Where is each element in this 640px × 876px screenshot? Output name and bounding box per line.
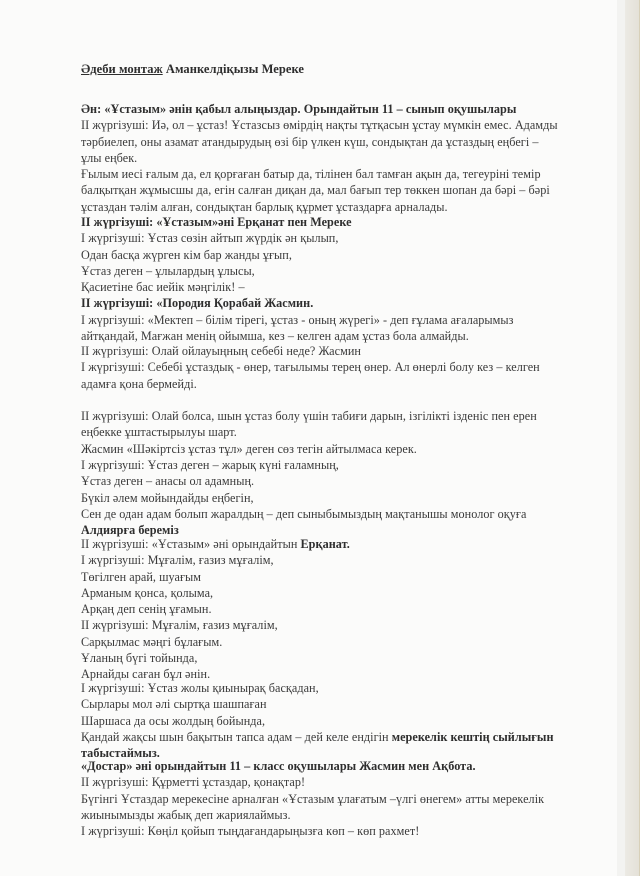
section-6 (81, 536, 350, 683)
text-line: Ғылым иесі ғалым да, ел қорғаған батыр да, тілінен бал тамған ақын да, тегеуріні темір (81, 167, 541, 182)
section-1-heading: Ән: «Ұстазым» әнін қабыл алыңыздар. Орындайтын 11 – сынып оқушылары (81, 102, 517, 116)
section-8 (81, 758, 544, 839)
text-line: ІІ жүргізуші: Олай болса, шын ұстаз болу үшін табиғи дарын, ізгілікті ізденіс пен ерен (81, 409, 537, 423)
poem-line: Шаршаса да осы жолдың бойында, (81, 713, 266, 728)
text-line: адамға қона бермейді. (81, 376, 197, 391)
poem-line: Ұстаз деген – ұлылардың ұлысы, (81, 263, 255, 278)
text-line: Бүгінгі Ұстаздар мерекесіне арналған «Ұстазым ұлағатым –үлгі өнегем» атты мерекелік (81, 791, 545, 806)
intro-plain: ІІ жүргізуші: «Ұстазым» әні орындайтын (81, 537, 301, 551)
poem-line: Арнайды саған бұл әнін. (81, 667, 211, 682)
poem-line: Төгілген арай, шуағым (81, 569, 202, 584)
text-line: жиынымызды жабық деп жариялаймыз. (81, 807, 291, 822)
scan-page-edge (617, 0, 640, 876)
intro-bold: Ерқанат. (300, 537, 350, 551)
text-line: еңбекке ұштастырылуы шарт. (81, 425, 237, 440)
poem-line: ІІ жүргізуші: Мұғалім, ғазиз мұғалім, (81, 618, 278, 633)
poem-line: І жүргізуші: Ұстаз деген – жарық күні ғаламның, (81, 458, 339, 472)
mixed-plain: Қандай жақсы шын бақытын тапса адам – дей келе ендігін (81, 729, 392, 744)
text-line: ІІ жүргізуші: Иә, ол – ұстаз! Ұстазсыз өмірдің нақты тұтқасын ұстау мүмкін емес. Адамды (81, 118, 558, 133)
poem-line: Арманым қонса, қолыма, (81, 585, 214, 600)
section-7 (81, 680, 554, 761)
section-6-intro (81, 536, 350, 552)
poem-line: Сарқылмас мәңгі бұлағым. (81, 634, 223, 649)
text-line: балқытқан жұмысшы да, егін салған диқан да, мал бағып тер төккен шопан да бәрі – бәрі (81, 183, 550, 198)
section-2 (81, 214, 514, 344)
section-7-bold-end: табыстаймыз. (81, 746, 160, 761)
text-line: тәрбиелеп, оны азамат атандырудың өзі бір үлкен күш, сондықтан да ұстаздың еңбегі – (81, 134, 539, 149)
section-2-heading: ІІ жүргізуші: «Ұстазым»әні Ерқанат пен Мереке (81, 215, 352, 229)
section-5 (81, 457, 526, 538)
poem-line: Ұстаз деген – анасы ол адамның. (81, 474, 255, 489)
title-genre: Әдеби монтаж (81, 62, 163, 76)
section-2-subheading: ІІ жүргізуші: «Породия Қорабай Жасмин. (81, 296, 314, 311)
section-7-mixed (81, 729, 554, 745)
text-line: ұстаздан тәлім алған, сондықтан барлық құрмет ұстаздарға арналады. (81, 199, 448, 214)
title-author: Аманкелдіқызы Мереке (162, 62, 305, 76)
poem-line: Ұланың бүгі тойында, (81, 651, 198, 666)
mixed-bold: мерекелік кештің сыйлығын (391, 729, 554, 744)
section-5-bold-end: Алдиярға береміз (81, 523, 179, 538)
poem-line: Одан басқа жүрген кім бар жанды ұғып, (81, 247, 292, 262)
text-line: І жүргізуші: Себебі ұстаздық - өнер, тағылымы терең өнер. Ал өнерлі болу кез – келген (81, 360, 540, 375)
section-4 (81, 408, 537, 457)
poem-line: Сырлары мол әлі сыртқа шашпаған (81, 697, 267, 712)
poem-line: Бүкіл әлем мойындайды еңбегін, (81, 490, 254, 505)
section-3 (81, 343, 540, 392)
poem-line: Қасиетіне бас иейік мәңгілік! – (81, 280, 245, 295)
text-line: ІІ жүргізуші: Олай ойлауыңның себебі неде? Жасмин (81, 344, 361, 358)
text-line: Жасмин «Шәкіртсіз ұстаз тұл» деген сөз тегін айтылмаса керек. (81, 441, 417, 456)
text-line: ІІ жүргізуші: Құрметті ұстаздар, қонақтар! (81, 775, 306, 790)
text-line: І жүргізуші: Көңіл қойып тыңдағандарыңызға көп – көп рахмет! (81, 824, 420, 839)
poem-line: І жүргізуші: Ұстаз жолы қиынырақ басқадан, (81, 681, 319, 695)
poem-line: І жүргізуші: Ұстаз сөзін айтып жүрдік ән қылып, (81, 231, 339, 246)
document-title (81, 61, 304, 77)
text-line: айтқандай, Мағжан менің ойымша, кез – келген адам ұстаз бола алмайды. (81, 329, 469, 344)
text-line: І жүргізуші: «Мектеп – білім тірегі, ұстаз - оның жүрегі» - деп ғұлама ағаларымыз (81, 312, 514, 327)
section-1 (81, 101, 558, 215)
section-8-heading: «Достар» әні орындайтын 11 – класс оқушылары Жасмин мен Ақбота. (81, 759, 476, 773)
poem-line: Сен де одан адам болып жаралдың – деп сыныбымыздың мақтанышы монолог оқуға (81, 506, 527, 521)
poem-line: І жүргізуші: Мұғалім, ғазиз мұғалім, (81, 553, 274, 568)
text-line: ұлы еңбек. (81, 150, 138, 165)
poem-line: Арқаң деп сенің ұғамын. (81, 602, 212, 617)
